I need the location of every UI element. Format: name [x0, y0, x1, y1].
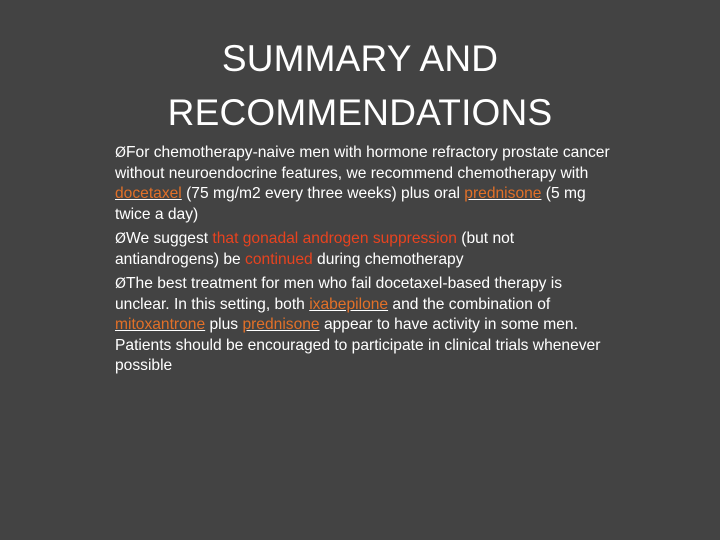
bullet-arrow-icon: Ø	[115, 145, 127, 161]
bullet-text: appear to have activity in some men. Patients should be encouraged to participate in clinical trials whenever possible	[115, 316, 601, 374]
prednisone-link[interactable]: prednisone	[242, 316, 320, 333]
bullet-text: plus	[205, 316, 243, 333]
bullet-text: during chemotherapy	[312, 250, 464, 268]
ixabepilone-link[interactable]: ixabepilone	[309, 295, 389, 313]
slide-title	[100, 32, 620, 140]
docetaxel-link[interactable]: docetaxel	[115, 185, 182, 202]
emphasis-text: continued	[245, 250, 313, 268]
emphasis-text: that gonadal androgen suppression	[212, 230, 457, 247]
bullet-text: (75 mg/m2 every three weeks) plus oral	[181, 185, 465, 202]
prednisone-link[interactable]: prednisone	[464, 185, 542, 202]
title-line-1: SUMMARY AND	[221, 38, 499, 79]
mitoxantrone-link[interactable]: mitoxantrone	[115, 316, 206, 333]
bullet-arrow-icon: Ø	[115, 276, 127, 292]
bullet-text: For chemotherapy-naive men with hormone refractory prostate cancer without neuroendocrine features, we recommend chemotherapy with	[115, 144, 610, 182]
bullet-item-2	[115, 229, 615, 270]
bullet-text: and the combination of	[388, 295, 551, 313]
bullet-item-3	[115, 274, 615, 377]
bullet-text: The best treatment for men who fail docetaxel-based therapy is unclear. In this setting, both	[115, 275, 563, 313]
slide-body	[115, 143, 615, 381]
bullet-text: We suggest	[126, 230, 213, 247]
bullet-text: (5 mg twice a day)	[115, 185, 586, 223]
bullet-item-1	[115, 143, 615, 225]
bullet-arrow-icon: Ø	[115, 231, 127, 247]
title-line-2: RECOMMENDATIONS	[167, 92, 553, 133]
bullet-text: (but not antiandrogens) be	[115, 230, 515, 268]
